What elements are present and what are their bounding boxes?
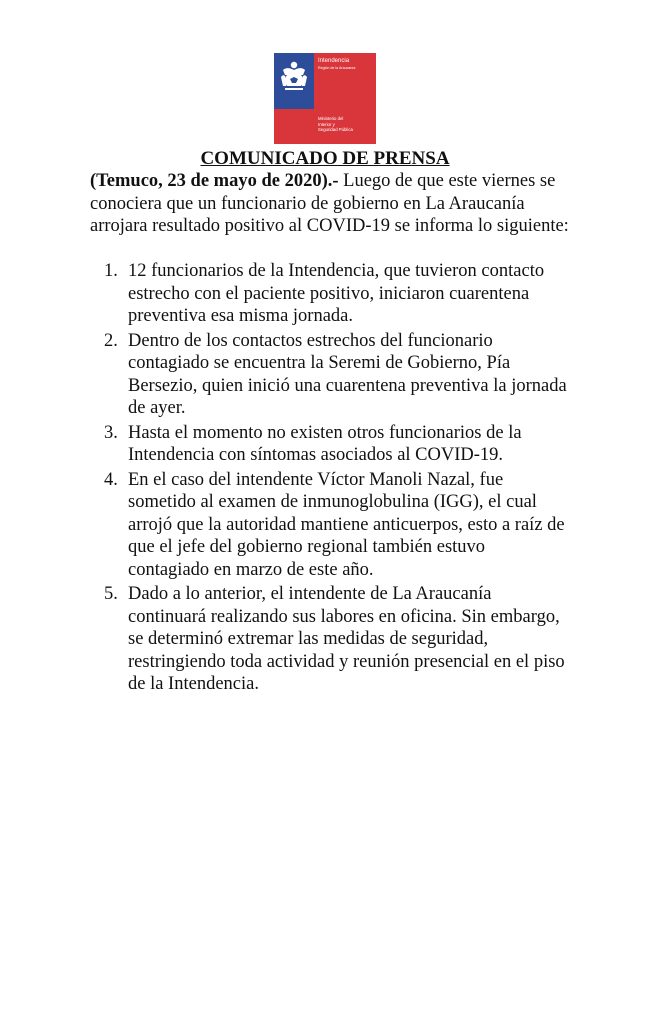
intro-dateline: (Temuco, 23 de mayo de 2020).-	[90, 171, 339, 191]
list-item	[104, 422, 568, 467]
statement-list	[104, 260, 568, 698]
logo-region-text: Región de la Araucanía	[318, 66, 356, 70]
logo-left-column	[274, 53, 314, 144]
logo-ministry-text	[318, 116, 374, 133]
intendencia-logo	[274, 53, 376, 144]
intro-paragraph	[90, 170, 570, 238]
list-item-text: Hasta el momento no existen otros funcionarios de la Intendencia con síntomas asociados al COVID-19.	[128, 422, 522, 465]
list-item	[104, 469, 568, 582]
logo-red-block-right	[314, 53, 376, 144]
document-title: COMUNICADO DE PRENSA	[200, 148, 450, 169]
list-item-number: 3.	[104, 422, 118, 443]
logo-blue-block	[274, 53, 314, 109]
intro-text: Luego de que este viernes se conociera que un funcionario de gobierno en La Araucanía arrojara resultado positivo al COVID-19 se informa lo siguiente:	[90, 171, 569, 236]
list-item	[104, 330, 568, 420]
list-item-number: 1.	[104, 261, 118, 281]
list-item-number: 5.	[104, 584, 118, 604]
list-item-text: 12 funcionarios de la Intendencia, que tuvieron contacto estrecho con el paciente positivo, iniciaron cuarentena preventiva esa misma jornada.	[128, 261, 545, 326]
logo-ministry-line: Interior y	[318, 121, 335, 127]
logo-ministry-line: Seguridad Pública	[318, 127, 353, 133]
list-item-number: 2.	[104, 330, 118, 351]
logo-ministry-line: Ministerio del	[318, 116, 344, 121]
coat-of-arms-icon	[274, 53, 314, 109]
list-item-text: Dado a lo anterior, el intendente de La Araucanía continuará realizando sus labores en oficina. Sin embargo, se determinó extremar las medidas de seguridad, restringiendo toda actividad y reunión presencial en el piso de la Intendencia.	[128, 584, 565, 694]
list-item-text: En el caso del intendente Víctor Manoli Nazal, fue sometido al examen de inmunoglobulina (IGG), el cual arrojó que la autoridad mantiene anticuerpos, esto a raíz de que el jefe del gobierno regional también estuvo contagiado en marzo de este año.	[128, 469, 565, 580]
list-item	[104, 260, 568, 328]
logo-red-block-left	[274, 109, 314, 144]
list-item-number: 4.	[104, 469, 118, 490]
logo-intendencia-text: Intendencia	[318, 58, 350, 64]
list-item-text: Dentro de los contactos estrechos del funcionario contagiado se encuentra la Seremi de Gobierno, Pía Bersezio, quien inició una cuarentena preventiva la jornada de ayer.	[128, 330, 567, 418]
list-item	[104, 583, 568, 696]
